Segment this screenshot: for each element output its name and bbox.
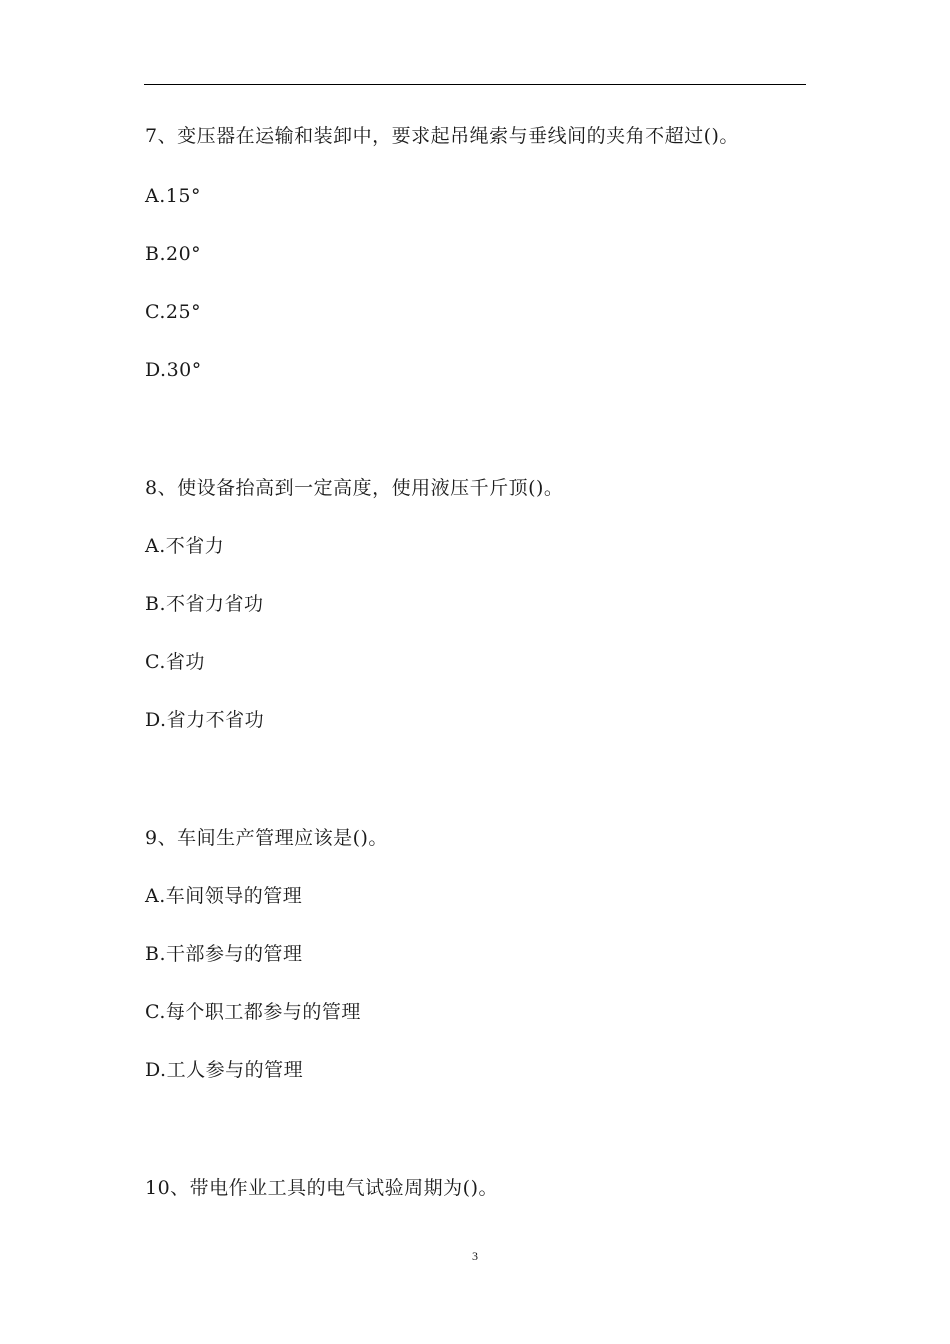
- question-9-option-a: A.车间领导的管理: [145, 885, 303, 907]
- question-9-option-b: B.干部参与的管理: [145, 943, 303, 965]
- question-7-option-c: C.25°: [145, 301, 202, 323]
- question-9-option-d: D.工人参与的管理: [145, 1059, 304, 1081]
- question-8-text: 8、使设备抬高到一定高度，使用液压千斤顶()。: [145, 477, 564, 499]
- page-number: 3: [472, 1249, 478, 1263]
- question-10-text: 10、带电作业工具的电气试验周期为()。: [145, 1177, 499, 1199]
- question-7-option-d: D.30°: [145, 359, 202, 381]
- question-7-text: 7、变压器在运输和装卸中，要求起吊绳索与垂线间的夹角不超过()。: [145, 125, 739, 147]
- question-8-option-a: A.不省力: [145, 535, 225, 557]
- question-9-text: 9、车间生产管理应该是()。: [145, 827, 388, 849]
- question-8-option-c: C.省功: [145, 651, 205, 673]
- question-8-option-d: D.省力不省功: [145, 709, 265, 731]
- header-rule: [144, 84, 806, 85]
- question-7-option-b: B.20°: [145, 243, 202, 265]
- question-8-option-b: B.不省力省功: [145, 593, 264, 615]
- question-9-option-c: C.每个职工都参与的管理: [145, 1001, 361, 1023]
- question-7-option-a: A.15°: [145, 185, 201, 207]
